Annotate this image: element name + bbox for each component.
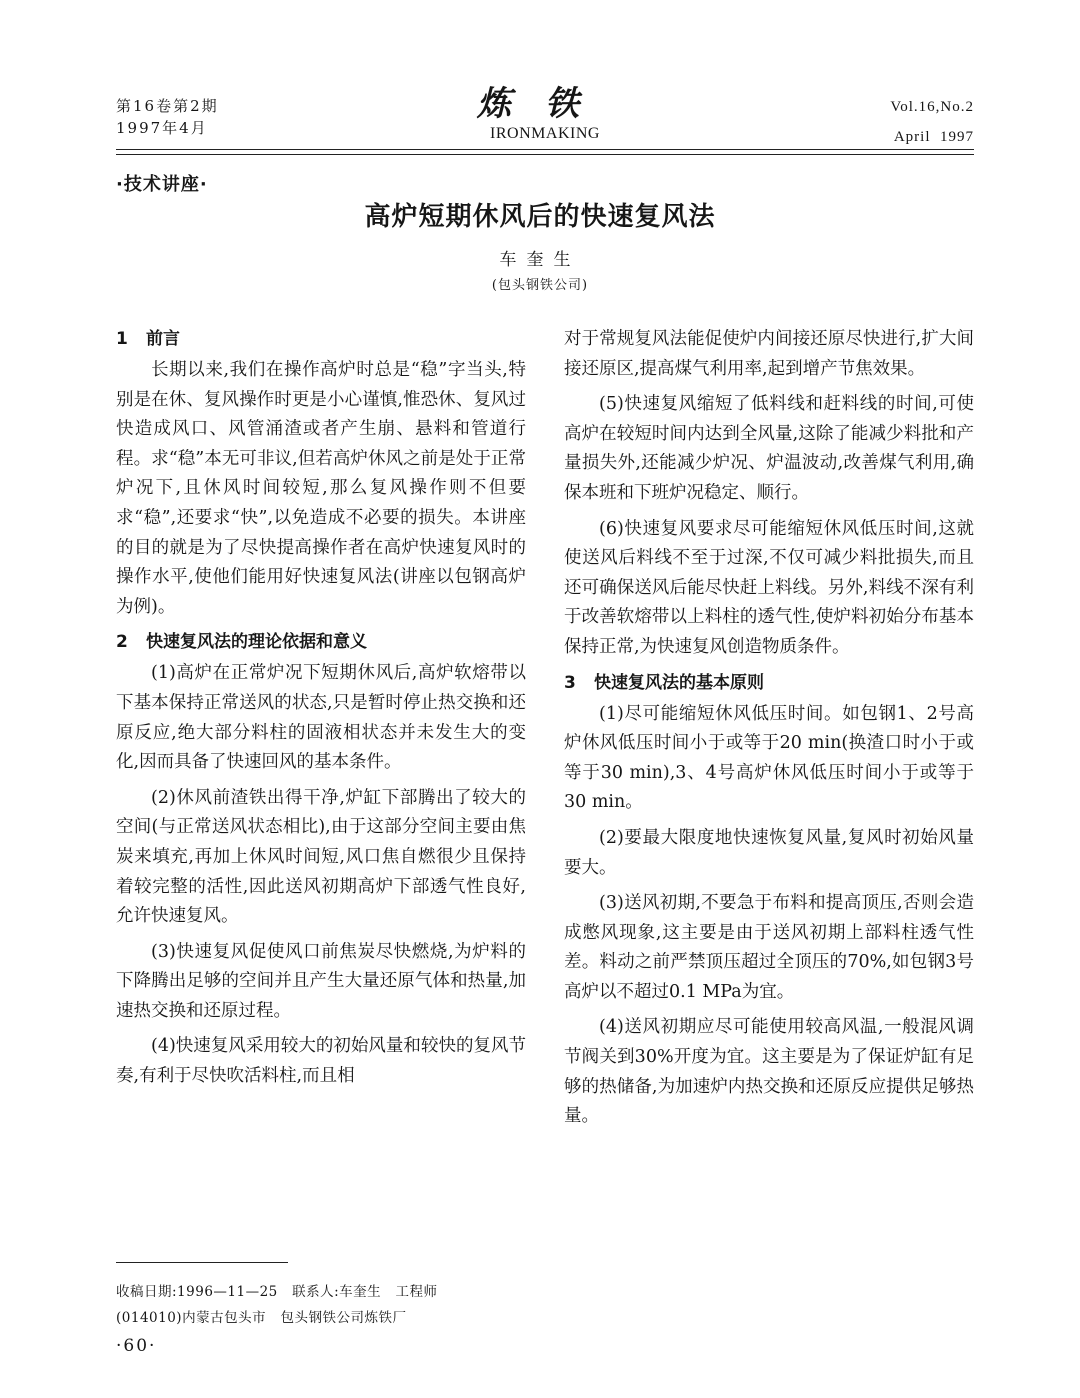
issue-info-cn	[116, 95, 219, 139]
paragraph: (1)高炉在正常炉况下短期休风后,高炉软熔带以下基本保持正常送风的状态,只是暂时停止热交换和还原反应,绝大部分料柱的固液相状态并未发生大的变化,因而具备了快速回风的基本条件。	[116, 663, 526, 773]
body-column-left	[116, 325, 526, 1098]
article-title: 高炉短期休风后的快速复风法	[364, 202, 716, 232]
journal-masthead	[430, 86, 660, 144]
paragraph: (3)快速复风促使风口前焦炭尽快燃烧,为炉料的下降腾出足够的空间并且产生大量还原气体和热量,加速热交换和还原过程。	[116, 941, 526, 1021]
header-rule-top	[116, 149, 974, 150]
footnote-address: (014010)内蒙古包头市 包头钢铁公司炼铁厂	[116, 1310, 407, 1326]
footnote-received: 收稿日期:1996—11—25 联系人:车奎生 工程师	[116, 1284, 438, 1300]
column-rubric: ·技术讲座·	[116, 174, 208, 195]
issue-info-en	[890, 92, 974, 152]
author-affiliation: (包头钢铁公司)	[491, 278, 589, 293]
journal-name-cn: 炼铁	[477, 84, 613, 124]
volume-en: Vol.16,No.2	[890, 99, 974, 115]
paragraph: 长期以来,我们在操作高炉时总是“稳”字当头,特别是在休、复风操作时更是小心谨慎,惟恐休、复风过快造成风口、风管涌渣或者产生崩、悬料和管道行程。求“稳”本无可非议,但若高炉休风之前是处于正常炉况下,且休风时间较短,那么复风操作则不但要求“稳”,还要求“快”,以免造成不必要的损失。本讲座的目的就是为了尽快提高操作者在高炉快速复风时的操作水平,使他们能用好快速复风法(讲座以包钢高炉为例)。	[116, 360, 526, 617]
footnote-rule	[116, 1262, 288, 1263]
volume-cn: 第16卷第2期	[116, 97, 219, 115]
paragraph: (1)尽可能缩短休风低压时间。如包钢1、2号高炉休风低压时间小于或等于20 min(换渣口时小于或等于30 min),3、4号高炉休风低压时间小于或等于30 min。	[564, 703, 974, 813]
paragraph-continued: 对于常规复风法能促使炉内间接还原尽快进行,扩大间接还原区,提高煤气利用率,起到增产节焦效果。	[564, 329, 974, 379]
header-rule-bottom	[116, 154, 974, 155]
paragraph: (5)快速复风缩短了低料线和赶料线的时间,可使高炉在较短时间内达到全风量,这除了能减少料批和产量损失外,还能减少炉况、炉温波动,改善煤气利用,确保本班和下班炉况稳定、顺行。	[564, 394, 974, 503]
paragraph: (2)要最大限度地快速恢复风量,复风时初始风量要大。	[564, 827, 974, 878]
section-heading-3: 3 快速复风法的基本原则	[564, 672, 764, 693]
section-heading-2: 2 快速复风法的理论依据和意义	[116, 632, 367, 653]
paragraph: (2)休风前渣铁出得干净,炉缸下部腾出了较大的空间(与正常送风状态相比),由于这部分空间主要由焦炭来填充,再加上休风时间短,风口焦自燃很少且保持着较完整的活性,因此送风初期高炉下部透气性良好,允许快速复风。	[116, 787, 526, 927]
paragraph: (6)快速复风要求尽可能缩短休风低压时间,这就使送风后料线不至于过深,不仅可减少料批损失,而且还可确保送风后能尽快赶上料线。另外,料线不深有利于改善软熔带以上料柱的透气性,使炉料初始分布基本保持正常,为快速复风创造物质条件。	[564, 518, 974, 657]
date-en: April 1997	[893, 129, 974, 145]
footnote	[116, 1279, 438, 1331]
author-name: 车奎生	[499, 250, 581, 270]
paragraph: (4)快速复风采用较大的初始风量和较快的复风节奏,有利于尽快吹活料柱,而且相	[116, 1036, 526, 1087]
date-cn: 1997年4月	[116, 119, 208, 137]
paragraph: (4)送风初期应尽可能使用较高风温,一般混风调节阀关到30%开度为宜。这主要是为了保证炉缸有足够的热储备,为加速炉内热交换和还原反应提供足够热量。	[564, 1017, 974, 1127]
paragraph: (3)送风初期,不要急于布料和提高顶压,否则会造成憋风现象,这主要是由于送风初期上部料柱透气性差。料动之前严禁顶压超过全顶压的70%,如包钢3号高炉以不超过0.1 MPa为宜。	[564, 893, 974, 1002]
page-number: ·60·	[116, 1336, 157, 1356]
journal-name-en: IRONMAKING	[490, 125, 600, 142]
body-column-right	[564, 325, 974, 1138]
section-heading-1: 1 前言	[116, 329, 180, 349]
